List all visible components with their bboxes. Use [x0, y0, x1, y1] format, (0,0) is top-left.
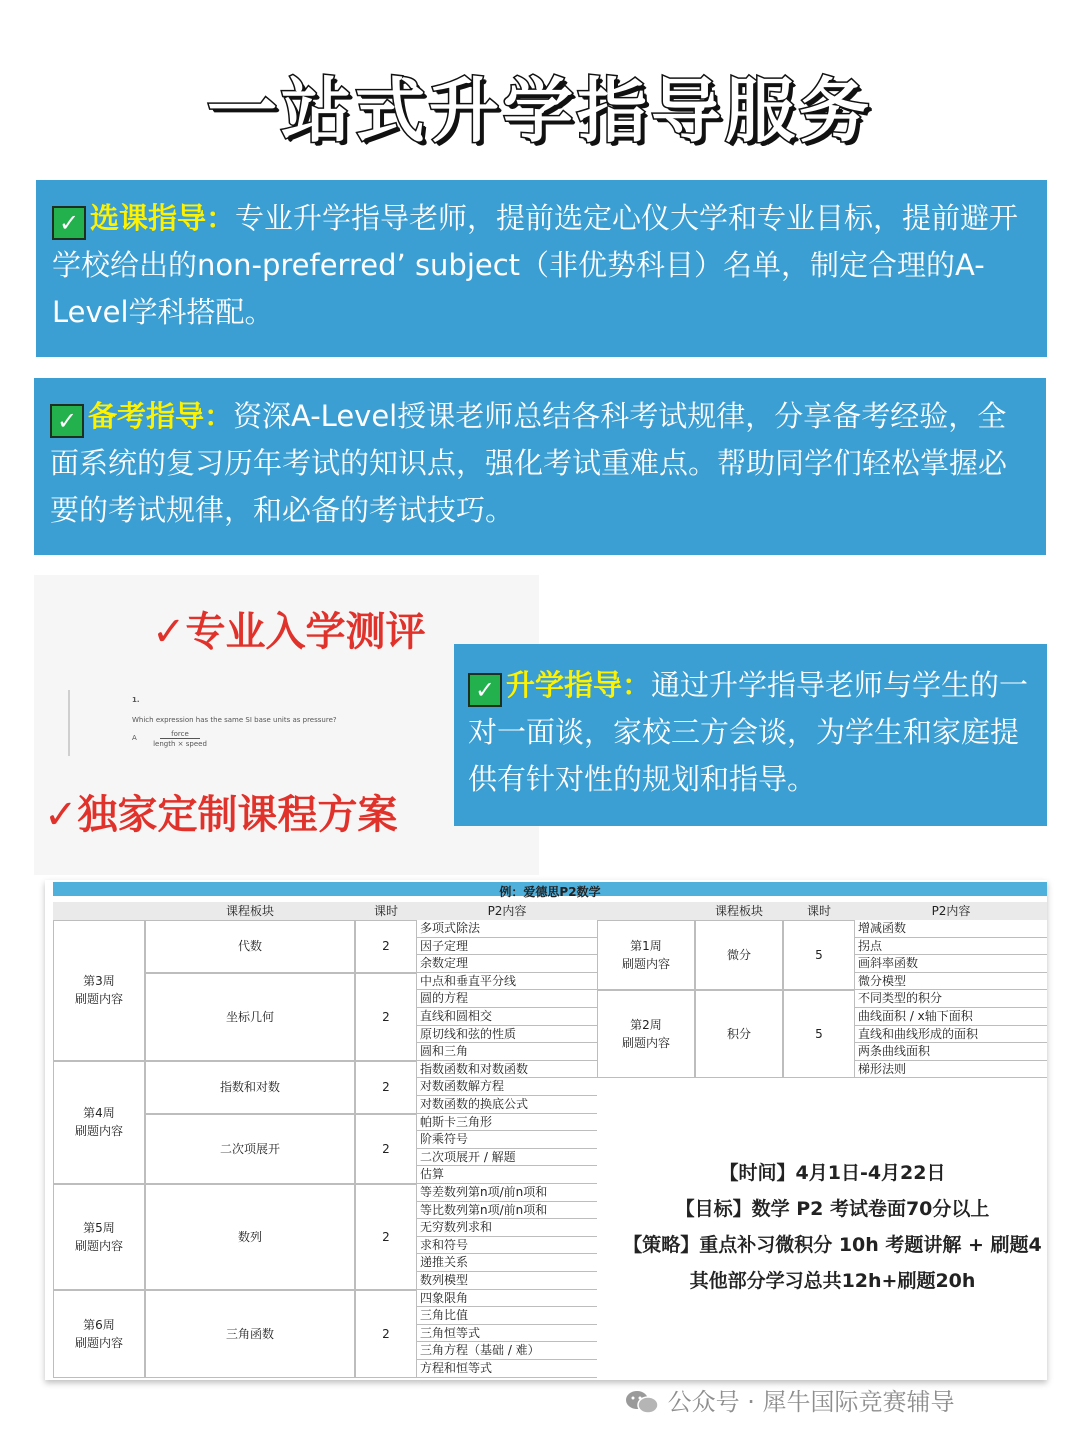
content-item: 二次项展开 / 解题 — [417, 1149, 597, 1167]
question-number: 1. — [132, 696, 140, 704]
content-item: 帕斯卡三角形 — [417, 1114, 597, 1132]
content-item: 中点和垂直平分线 — [417, 973, 597, 991]
custom-plan-mark: ✓独家定制课程方案 — [44, 792, 398, 838]
study-plan — [620, 1155, 1045, 1299]
module-name: 数列 — [145, 1184, 355, 1290]
module-hours: 5 — [783, 920, 855, 990]
option-numerator: force — [160, 730, 200, 739]
week-label: 第2周 刷题内容 — [597, 990, 695, 1078]
assessment-mark: ✓专业入学测评 — [152, 609, 426, 655]
module-name: 微分 — [695, 920, 783, 990]
section-text: 专业升学指导老师，提前选定心仪大学和专业目标，提前避开学校给出的non-preferred’ subject（非优势科目）名单，制定合理的A-Level学科搭配。 — [52, 201, 1019, 329]
table-header-content: P2内容 — [417, 902, 597, 920]
option-denominator: length × speed — [153, 740, 207, 748]
week-label: 第5周 刷题内容 — [53, 1184, 145, 1290]
week-label: 第6周 刷题内容 — [53, 1290, 145, 1378]
checkbox-icon: ✓ — [468, 673, 502, 707]
content-item: 四象限角 — [417, 1290, 597, 1308]
content-item: 对数函数的换底公式 — [417, 1096, 597, 1114]
content-item: 拐点 — [855, 938, 1047, 956]
table-header-content: P2内容 — [855, 902, 1047, 920]
plan-goal: 【目标】数学 P2 考试卷面70分以上 — [675, 1198, 990, 1220]
content-item: 三角恒等式 — [417, 1325, 597, 1343]
module-name: 坐标几何 — [145, 973, 355, 1061]
table-header-module: 课程板块 — [145, 902, 355, 920]
course-table — [45, 880, 1047, 1380]
section-text: 资深A-Level授课老师总结各科考试规律，分享备考经验，全面系统的复习历年考试的知识点，强化考试重难点。帮助同学们轻松掌握必要的考试规律，和必备的考试技巧。 — [50, 399, 1008, 527]
module-hours: 5 — [783, 990, 855, 1078]
module-name: 指数和对数 — [145, 1061, 355, 1114]
plan-time: 【时间】4月1日-4月22日 — [719, 1162, 946, 1184]
content-item: 指数函数和对数函数 — [417, 1061, 597, 1079]
option-letter: A — [132, 734, 137, 742]
content-item: 等差数列第n项/前n项和 — [417, 1184, 597, 1202]
sample-question — [68, 690, 337, 756]
exam-prep-box — [34, 378, 1046, 555]
content-item: 直线和曲线形成的面积 — [855, 1026, 1047, 1044]
week-label: 第3周 刷题内容 — [53, 920, 145, 1061]
content-item: 画斜率函数 — [855, 955, 1047, 973]
module-name: 代数 — [145, 920, 355, 973]
content-item: 多项式除法 — [417, 920, 597, 938]
content-item: 阶乘符号 — [417, 1131, 597, 1149]
plan-other: 其他部分学习总共12h+刷题20h — [689, 1270, 976, 1292]
content-item: 原切线和弦的性质 — [417, 1026, 597, 1044]
section-text: 通过升学指导老师与学生的一对一面谈，家校三方会谈，为学生和家庭提供有针对性的规划和指导。 — [468, 668, 1029, 796]
table-header-blank — [597, 902, 695, 920]
content-item: 微分模型 — [855, 973, 1047, 991]
table-header-hours: 课时 — [355, 902, 417, 920]
course-selection-box — [36, 180, 1047, 357]
module-name: 三角函数 — [145, 1290, 355, 1378]
table-title: 例：爱德思P2数学 — [499, 885, 601, 899]
module-hours: 2 — [355, 1114, 417, 1184]
content-item: 方程和恒等式 — [417, 1360, 597, 1378]
table-header-module: 课程板块 — [695, 902, 783, 920]
content-item: 等比数列第n项/前n项和 — [417, 1202, 597, 1220]
content-item: 不同类型的积分 — [855, 990, 1047, 1008]
content-item: 直线和圆相交 — [417, 1008, 597, 1026]
content-item: 三角比值 — [417, 1307, 597, 1325]
plan-strategy: 【策略】重点补习微积分 10h 考题讲解 + 刷题4 — [623, 1234, 1042, 1256]
checkbox-icon: ✓ — [52, 206, 86, 240]
content-item: 三角方程（基础 / 难） — [417, 1342, 597, 1360]
content-item: 估算 — [417, 1166, 597, 1184]
module-hours: 2 — [355, 973, 417, 1061]
table-header-hours: 课时 — [783, 902, 855, 920]
content-item: 增减函数 — [855, 920, 1047, 938]
content-item: 圆和三角 — [417, 1043, 597, 1061]
admission-guidance-box — [454, 644, 1047, 826]
content-item: 求和符号 — [417, 1237, 597, 1255]
content-item: 圆的方程 — [417, 990, 597, 1008]
content-item: 无穷数列求和 — [417, 1219, 597, 1237]
module-name: 二次项展开 — [145, 1114, 355, 1184]
content-item: 因子定理 — [417, 938, 597, 956]
module-hours: 2 — [355, 1184, 417, 1290]
wechat-icon — [624, 1390, 660, 1414]
week-label: 第4周 刷题内容 — [53, 1061, 145, 1184]
content-item: 数列模型 — [417, 1272, 597, 1290]
page-title: 一站式升学指导服务 — [207, 70, 873, 152]
section-label: 升学指导： — [506, 668, 652, 702]
table-header-blank — [53, 902, 145, 920]
question-text: Which expression has the same SI base units as pressure? — [132, 716, 337, 724]
content-item: 递推关系 — [417, 1254, 597, 1272]
checkbox-icon: ✓ — [50, 404, 84, 438]
content-item: 对数函数解方程 — [417, 1078, 597, 1096]
content-item: 梯形法则 — [855, 1061, 1047, 1079]
content-item: 曲线面积 / x轴下面积 — [855, 1008, 1047, 1026]
module-name: 积分 — [695, 990, 783, 1078]
module-hours: 2 — [355, 1290, 417, 1378]
section-label: 备考指导： — [88, 399, 234, 433]
week-label: 第1周 刷题内容 — [597, 920, 695, 990]
content-item: 余数定理 — [417, 955, 597, 973]
module-hours: 2 — [355, 1061, 417, 1114]
module-hours: 2 — [355, 920, 417, 973]
watermark-text: 公众号 · 犀牛国际竞赛辅导 — [667, 1388, 955, 1416]
content-item: 两条曲线面积 — [855, 1043, 1047, 1061]
section-label: 选课指导： — [90, 201, 236, 235]
watermark — [624, 1382, 955, 1417]
